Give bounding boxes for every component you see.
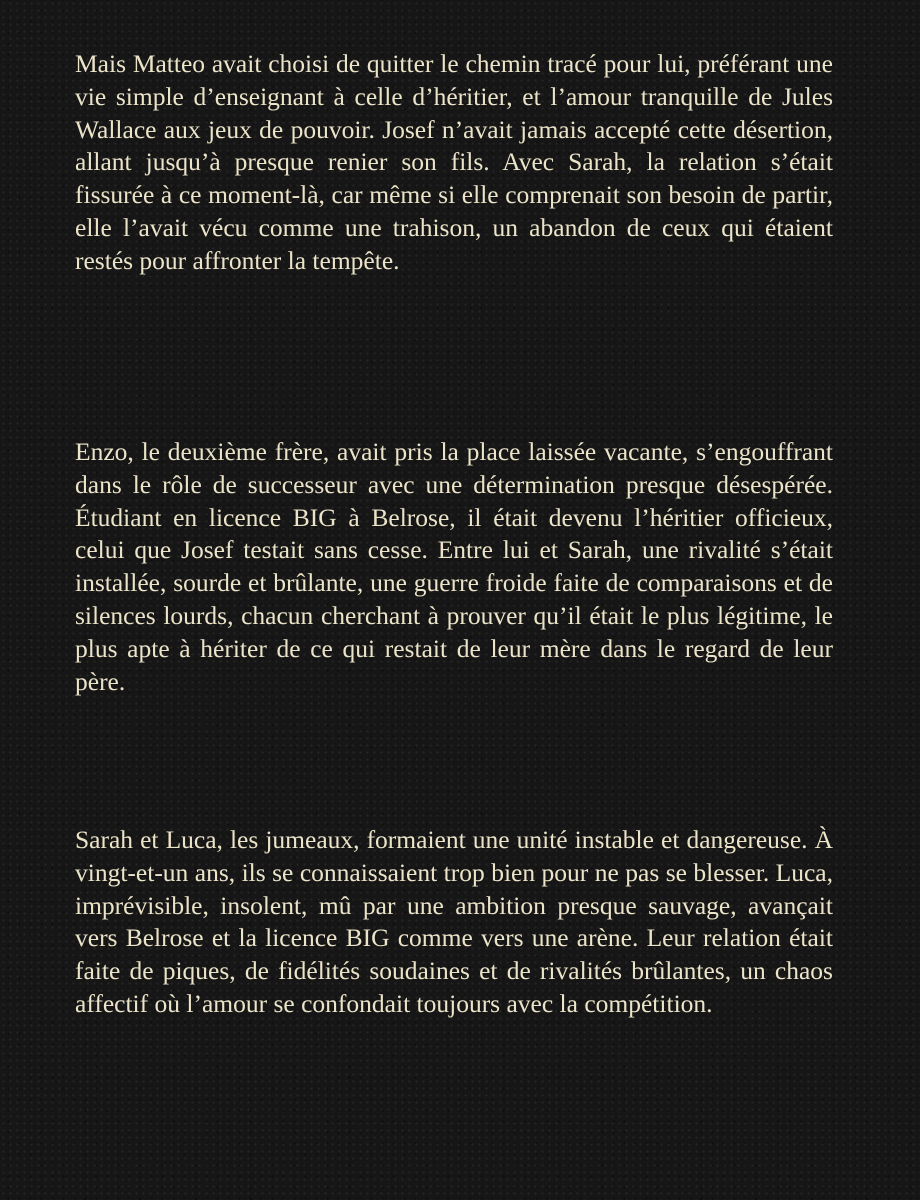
paragraph-sarah-luca: Sarah et Luca, les jumeaux, formaient une unité instable et dangereuse. À vingt-et-un ans, ils se connaissaient trop bien pour ne pas se blesser. Luca, imprévisible, insolent, mû par une ambition presque sauvage, avançait vers Belrose et la licence BIG comme vers une arène. Leur relation était faite de piques, de fidélités soudaines et de rivalités brûlantes, un chaos affectif où l’amour se confondait toujours avec la compétition. [75,825,833,1018]
paragraph-matteo: Mais Matteo avait choisi de quitter le chemin tracé pour lui, préférant une vie simple d’enseignant à celle d’héritier, et l’amour tranquille de Jules Wallace aux jeux de pouvoir. Josef n’avait jamais accepté cette désertion, allant jusqu’à presque renier son fils. Avec Sarah, la relation s’était fissurée à ce moment-là, car même si elle comprenait son besoin de partir, elle l’avait vécu comme une trahison, un abandon de ceux qui étaient restés pour affronter la tempête. [75,49,833,275]
paragraph-enzo: Enzo, le deuxième frère, avait pris la place laissée vacante, s’engouffrant dans le rôle de successeur avec une détermination presque désespérée. Étudiant en licence BIG à Belrose, il était devenu l’héritier officieux, celui que Josef testait sans cesse. Entre lui et Sarah, une rivalité s’était installée, sourde et brûlante, une guerre froide faite de comparaisons et de silences lourds, chacun cherchant à prouver qu’il était le plus légitime, le plus apte à hériter de ce qui restait de leur mère dans le regard de leur père. [75,437,833,696]
